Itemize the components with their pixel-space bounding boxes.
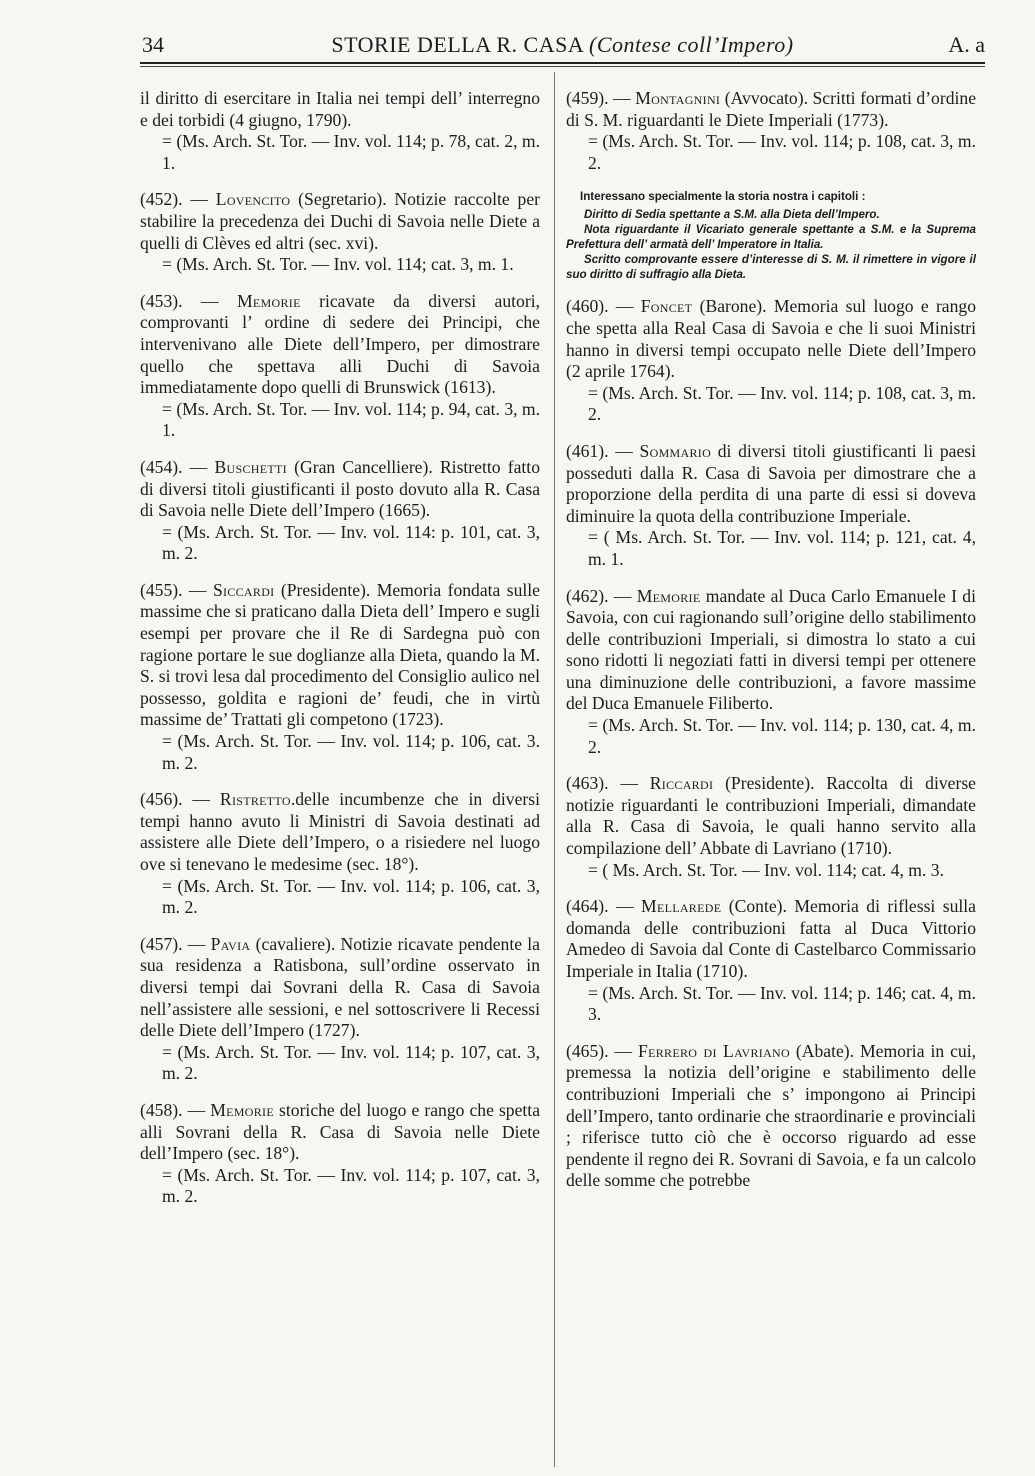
- left-column: [140, 88, 540, 1223]
- catalog-entry: [566, 296, 976, 426]
- archive-reference: = (Ms. Arch. St. Tor. — Inv. vol. 114; p. 130, cat. 4, m. 2.: [588, 715, 976, 757]
- editorial-note: [566, 189, 976, 282]
- header-rule-thick: [140, 62, 985, 64]
- entry-number: (461).: [566, 440, 609, 461]
- archive-reference: = (Ms. Arch. St. Tor. — Inv. vol. 114; p. 107, cat. 3, m. 2.: [162, 1164, 540, 1207]
- entry-continuation: il diritto di esercitare in Italia nei tempi dell’ interregno e dei torbidi (4 giugno, 1790).: [140, 88, 540, 130]
- archive-reference: = (Ms. Arch. St. Tor. — Inv. vol. 114; p. 146; cat. 4, m. 3.: [588, 982, 976, 1025]
- entry-name: Memorie: [636, 585, 701, 606]
- entry-description: ricavate da diversi autori, comprovanti l’ ordine di sedere dei Principi, che intervenivano alle Diete dell’Impero, per dimostrare quello che spettava alli Duchi di Savoia immediatamente dopo quelli di Brunswick (1613).: [140, 290, 540, 398]
- entry-name: Sommario: [639, 440, 712, 461]
- catalog-entry: [566, 586, 976, 759]
- note-heading: Interessano specialmente la storia nostra i capitoli :: [580, 190, 866, 204]
- catalog-entry: [140, 457, 540, 565]
- entry-number: (456).: [140, 789, 183, 810]
- entry-description: (Barone). Memoria sul luogo e rango che spetta alla Real Casa di Savoia e che li suoi Ministri hanno in diversi tempi occupato nelle Diete dell’Impero (2 aprile 1764).: [566, 296, 977, 382]
- catalog-entry: [566, 88, 976, 174]
- entry-body: (453). — Memorie ricavate da diversi autori, comprovanti l’ ordine di sedere dei Principi, che intervenivano alle Diete dell’Impero, per dimostrare quello che spettava alli Duchi di Savoia immediatamente dopo quelli di Brunswick (1613).: [140, 290, 540, 398]
- entry-body: (452). — Lovencito (Segretario). Notizie raccolte per stabilire la precedenza dei Duchi di Savoia nelle Diete a quelli di Clèves ed altri (sec. xvi).: [140, 189, 540, 253]
- entry-name: Lovencito: [215, 189, 291, 210]
- archive-reference: = (Ms. Arch. St. Tor. — Inv. vol. 114; p. 107, cat. 3, m. 2.: [162, 1041, 540, 1084]
- entry-name: Riccardi: [649, 773, 714, 794]
- running-title-italic: (Contese coll’Impero): [589, 32, 794, 57]
- entry-description: (Conte). Memoria di riflessi sulla domanda delle contribuzioni fatta al Duca Vittorio Amedeo di Savoia dal Conte di Castelbarco Commissario Imperiale in Italia (1710).: [566, 896, 976, 981]
- entry-number: (457).: [140, 933, 183, 954]
- entry-number: (455).: [140, 579, 183, 600]
- entry-body: (454). — Buschetti (Gran Cancelliere). Ristretto fatto di diversi titoli giustificanti il posto dovuto alla R. Casa di Savoia nelle Diete dell’Impero (1665).: [140, 456, 540, 521]
- entry-body: (459). — Montagnini (Avvocato). Scritti formati d’ordine di S. M. riguardanti le Diete Imperiali (1773).: [566, 88, 976, 130]
- entry-body: (458). — Memorie storiche del luogo e rango che spetta alli Sovrani della R. Casa di Savoia nelle Diete dell’Impero (sec. 18°).: [140, 1099, 540, 1164]
- archive-reference: = (Ms. Arch. St. Tor. — Inv. vol. 114; p. 106, cat. 3, m. 2.: [162, 875, 540, 918]
- note-line: Scritto comprovante essere d’interesse di S. M. il rimettere in vigore il suo diritto di suffragio alla Dieta.: [566, 253, 976, 282]
- archive-reference: = (Ms. Arch. St. Tor. — Inv. vol. 114; cat. 3, m. 1.: [162, 254, 514, 275]
- catalog-entry: [566, 441, 976, 571]
- right-column: [566, 88, 976, 1207]
- catalog-entry: [140, 189, 540, 275]
- archive-reference: = ( Ms. Arch. St. Tor. — Inv. vol. 114; p. 121, cat. 4, m. 1.: [588, 527, 976, 569]
- running-title: [140, 32, 985, 58]
- entry-number: (453).: [140, 290, 183, 311]
- entry-description: (Segretario). Notizie raccolte per stabilire la precedenza dei Duchi di Savoia nelle Diete a quelli di Clèves ed altri (sec. xvi).: [140, 189, 540, 253]
- entry-description: (cavaliere). Notizie ricavate pendente la sua residenza a Ratisbona, sull’ordine osservato in diversi tempi dai Sovrani della R. Casa di Savoia nell’assistere alle sessioni, e nel sottoscrivere li Recessi delle Diete dell’Impero (1727).: [140, 933, 540, 1041]
- entry-number: (462).: [566, 585, 609, 606]
- entry-body: (456). — Ristretto.delle incumbenze che in diversi tempi hanno avuto li Ministri di Savoia destinati ad assistere alle Diete dell’Impero, o a risiedere nel luogo ove si tenevano le medesime (sec. 18°).: [140, 789, 540, 874]
- archive-reference: = ( Ms. Arch. St. Tor. — Inv. vol. 114; cat. 4, m. 3.: [588, 859, 944, 880]
- entry-body: (461). — Sommario di diversi titoli giustificanti li paesi posseduti dalla R. Casa di Savoia per dimostrare che a proporzione della perdita di una parte di essi si doveva diminuire la quota della contribuzione Imperiale.: [566, 440, 977, 526]
- entry-number: (463).: [566, 773, 609, 794]
- entry-name: Memorie: [210, 1099, 274, 1120]
- entry-name: Buschetti: [214, 456, 287, 477]
- catalog-entry: [140, 1100, 540, 1208]
- entry-description: mandate al Duca Carlo Emanuele I di Savoia, con cui ragionando sull’origine dello stabilimento delle contribuzioni Imperiali, si dimostra lo stato a cui sono ridotti li negoziati fatti in diversi tempi per ottenere una diminuzione delle contribuzioni, a favore massime del Duca Emanuele Filiberto.: [566, 585, 976, 714]
- entry-number: (465).: [566, 1040, 609, 1061]
- note-line: Diritto di Sedia spettante a S.M. alla Dieta dell’Impero.: [584, 208, 880, 222]
- entry-body: (460). — Foncet (Barone). Memoria sul luogo e rango che spetta alla Real Casa di Savoia e che li suoi Ministri hanno in diversi tempi occupato nelle Diete dell’Impero (2 aprile 1764).: [566, 296, 977, 382]
- entry-body: (465). — Ferrero di Lavriano (Abate). Memoria in cui, premessa la notizia dell’origine e stabilimento delle contribuzioni Imperiali che s’ impongono ai Principi dell’Impero, tanto ordinarie che straordinarie e provinciali ; riferisce tutto ciò che è occorso riguardo ad esse pendente il regno dei R. Sovrani di Savoia, e fa un calcolo delle somme che potrebbe: [566, 1040, 976, 1191]
- note-line: Nota riguardante il Vicariato generale spettante a S.M. e la Suprema Prefettura dell’ armatà dell’ Imperatore in Italia.: [566, 223, 976, 252]
- entry-description: di diversi titoli giustificanti li paesi posseduti dalla R. Casa di Savoia per dimostrare che a proporzione della perdita di una parte di essi si doveva diminuire la quota della contribuzione Imperiale.: [566, 440, 977, 526]
- entry-description: (Presidente). Raccolta di diverse notizie riguardanti le contribuzioni Imperiali, dimandate alla R. Casa di Savoia, le quali hanno servito alla compilazione dell’ Abbate di Lavriano (1710).: [566, 773, 976, 859]
- entry-name: Pavia: [210, 933, 251, 954]
- entry-number: (464).: [566, 896, 609, 917]
- entry-body: (462). — Memorie mandate al Duca Carlo Emanuele I di Savoia, con cui ragionando sull’origine dello stabilimento delle contribuzioni Imperiali, si dimostra lo stato a cui sono ridotti li negoziati fatti in diversi tempi per ottenere una diminuzione delle contribuzioni, a favore massime del Duca Emanuele Filiberto.: [566, 585, 976, 714]
- catalog-entry: [566, 896, 976, 1026]
- entry-number: (458).: [140, 1099, 183, 1120]
- entry-number: (460).: [566, 296, 609, 317]
- catalog-entry: [140, 580, 540, 774]
- entry-name: Siccardi: [212, 579, 275, 600]
- catalog-entry: [566, 773, 976, 881]
- entry-description: storiche del luogo e rango che spetta alli Sovrani della R. Casa di Savoia nelle Diete dell’Impero (sec. 18°).: [140, 1099, 540, 1164]
- archive-reference: = (Ms. Arch. St. Tor. — Inv. vol. 114: p. 101, cat. 3, m. 2.: [162, 521, 540, 564]
- archive-reference: = (Ms. Arch. St. Tor. — Inv. vol. 114; p. 94, cat. 3, m. 1.: [162, 398, 540, 441]
- catalog-entry: [140, 934, 540, 1085]
- signature-marker: A. a: [948, 32, 985, 57]
- catalog-entry: [566, 1041, 976, 1192]
- entry-body: (457). — Pavia (cavaliere). Notizie ricavate pendente la sua residenza a Ratisbona, sull’ordine osservato in diversi tempi dai Sovrani della R. Casa di Savoia nell’assistere alle sessioni, e nel sottoscrivere li Recessi delle Diete dell’Impero (1727).: [140, 933, 540, 1041]
- archive-reference: = (Ms. Arch. St. Tor. — Inv. vol. 114; p. 108, cat. 3, m. 2.: [588, 131, 976, 173]
- entry-name: Memorie: [236, 290, 301, 311]
- page-number: 34: [142, 32, 164, 57]
- entry-number: (454).: [140, 456, 183, 477]
- entry-name: Foncet: [640, 296, 693, 317]
- entry-description: (Abate). Memoria in cui, premessa la notizia dell’origine e stabilimento delle contribuzioni Imperiali che s’ impongono ai Principi dell’Impero, tanto ordinarie che straordinarie e provinciali ; riferisce tutto ciò che è occorso riguardo ad esse pendente il regno dei R. Sovrani di Savoia, e fa un calcolo delle somme che potrebbe: [566, 1040, 976, 1191]
- running-header: [140, 28, 985, 62]
- archive-reference: = (Ms. Arch. St. Tor. — Inv. vol. 114; p. 78, cat. 2, m. 1.: [162, 131, 540, 173]
- entry-description: (Presidente). Memoria fondata sulle massime che si praticano dalla Dieta dell’ Impero e sugli esempi per provare che il Re di Sardegna può con ragione portare le sue doglianze alla Dieta, quando la M. S. si trovi lesa dal procedimento del Consiglio aulico nel possesso, goldita e ragioni de’ feudi, che in virtù massime de’ Trattati gli competono (1723).: [140, 579, 540, 730]
- entry-body: (464). — Mellarede (Conte). Memoria di riflessi sulla domanda delle contribuzioni fatta al Duca Vittorio Amedeo di Savoia dal Conte di Castelbarco Commissario Imperiale in Italia (1710).: [566, 896, 976, 981]
- entry-name: Mellarede: [641, 896, 722, 917]
- entry-name: Ristretto: [219, 789, 291, 810]
- entry-number: (452).: [140, 189, 183, 210]
- entry-description: (Gran Cancelliere). Ristretto fatto di diversi titoli giustificanti il posto dovuto alla R. Casa di Savoia nelle Diete dell’Impero (1665).: [140, 456, 540, 521]
- entry-body: (455). — Siccardi (Presidente). Memoria fondata sulle massime che si praticano dalla Dieta dell’ Impero e sugli esempi per provare che il Re di Sardegna può con ragione portare le sue doglianze alla Dieta, quando la M. S. si trovi lesa dal procedimento del Consiglio aulico nel possesso, goldita e ragioni de’ feudi, che in virtù massime de’ Trattati gli competono (1723).: [140, 579, 540, 730]
- running-title-main: STORIE DELLA R. CASA: [331, 32, 584, 57]
- entry-name: Montagnini: [635, 88, 721, 108]
- catalog-entry: [140, 291, 540, 442]
- archive-reference: = (Ms. Arch. St. Tor. — Inv. vol. 114; p. 108, cat. 3, m. 2.: [588, 382, 976, 425]
- archive-reference: = (Ms. Arch. St. Tor. — Inv. vol. 114; p. 106, cat. 3. m. 2.: [162, 731, 540, 773]
- entry-description: .delle incumbenze che in diversi tempi hanno avuto li Ministri di Savoia destinati ad assistere alle Diete dell’Impero, o a risiedere nel luogo ove si tenevano le medesime (sec. 18°).: [140, 789, 540, 874]
- catalog-entry: [140, 789, 540, 919]
- entry-body: (463). — Riccardi (Presidente). Raccolta di diverse notizie riguardanti le contribuzioni Imperiali, dimandate alla R. Casa di Savoia, le quali hanno servito alla compilazione dell’ Abbate di Lavriano (1710).: [566, 773, 976, 859]
- catalog-entry: [140, 88, 540, 174]
- column-divider: [554, 72, 555, 1467]
- entry-body: [140, 88, 540, 131]
- entry-name: Ferrero di Lavriano: [638, 1040, 790, 1061]
- entry-number: (459).: [566, 88, 609, 108]
- header-rule-thin: [140, 66, 985, 67]
- entry-description: (Avvocato). Scritti formati d’ordine di S. M. riguardanti le Diete Imperiali (1773).: [566, 88, 976, 130]
